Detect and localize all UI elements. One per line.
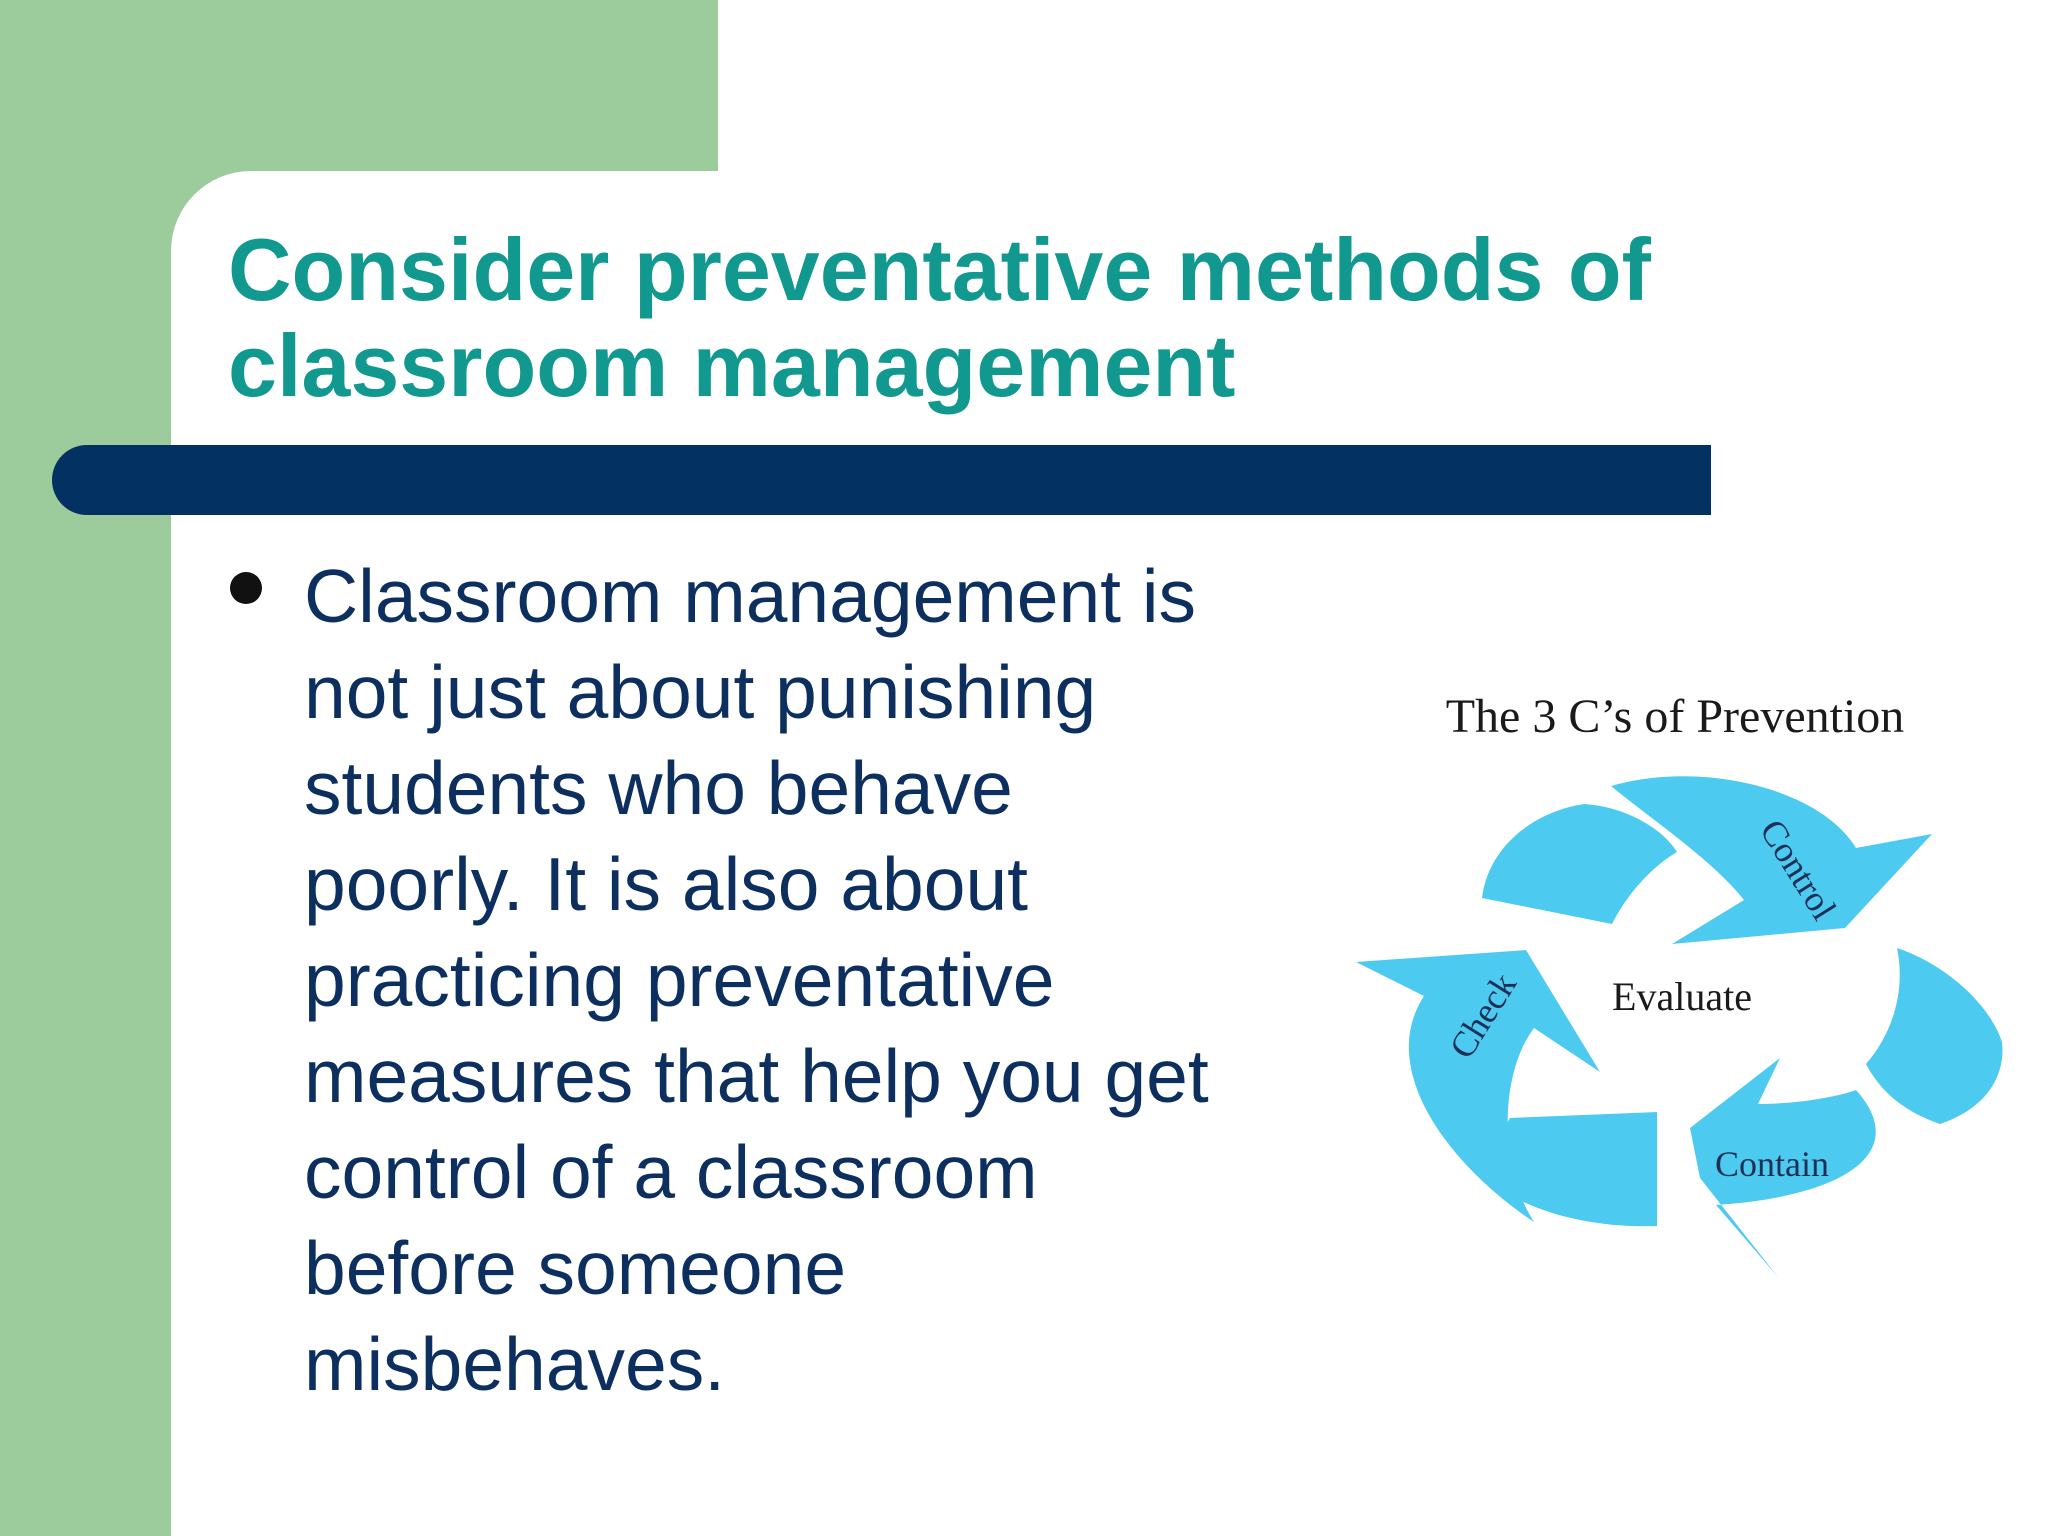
label-contain: Contain xyxy=(1715,1144,1829,1184)
slide-title xyxy=(228,222,1748,414)
bullet-dot-icon xyxy=(230,572,262,604)
bullet-list xyxy=(230,548,1310,1412)
bullet-line: measures that help you get xyxy=(304,1034,1209,1118)
cycle-arrow-check-tail xyxy=(1482,804,1677,924)
title-line-2: classroom management xyxy=(228,316,1236,415)
cycle-arrow-contain-tail xyxy=(1866,948,2002,1124)
bullet-line: control of a classroom xyxy=(304,1130,1038,1214)
prevention-cycle-svg xyxy=(1350,660,2020,1300)
bullet-line: practicing preventative xyxy=(304,938,1055,1022)
bullet-line: students who behave xyxy=(304,746,1013,830)
label-check: Check xyxy=(1441,966,1525,1066)
prevention-cycle-diagram xyxy=(1350,660,2020,1300)
label-control: Control xyxy=(1752,812,1845,927)
bullet-line: before someone xyxy=(304,1226,847,1310)
bullet-line: not just about punishing xyxy=(304,650,1097,734)
bullet-item xyxy=(230,548,1310,1412)
label-evaluate: Evaluate xyxy=(1612,974,1752,1019)
bullet-line: poorly. It is also about xyxy=(304,842,1028,926)
title-divider-bar xyxy=(52,445,1711,515)
title-line-1: Consider preventative methods of xyxy=(228,220,1651,319)
bullet-text xyxy=(304,548,1314,1412)
diagram-title: The 3 C’s of Prevention xyxy=(1445,690,1905,743)
bullet-line: Classroom management is xyxy=(304,554,1197,638)
bullet-line: misbehaves. xyxy=(304,1322,726,1406)
